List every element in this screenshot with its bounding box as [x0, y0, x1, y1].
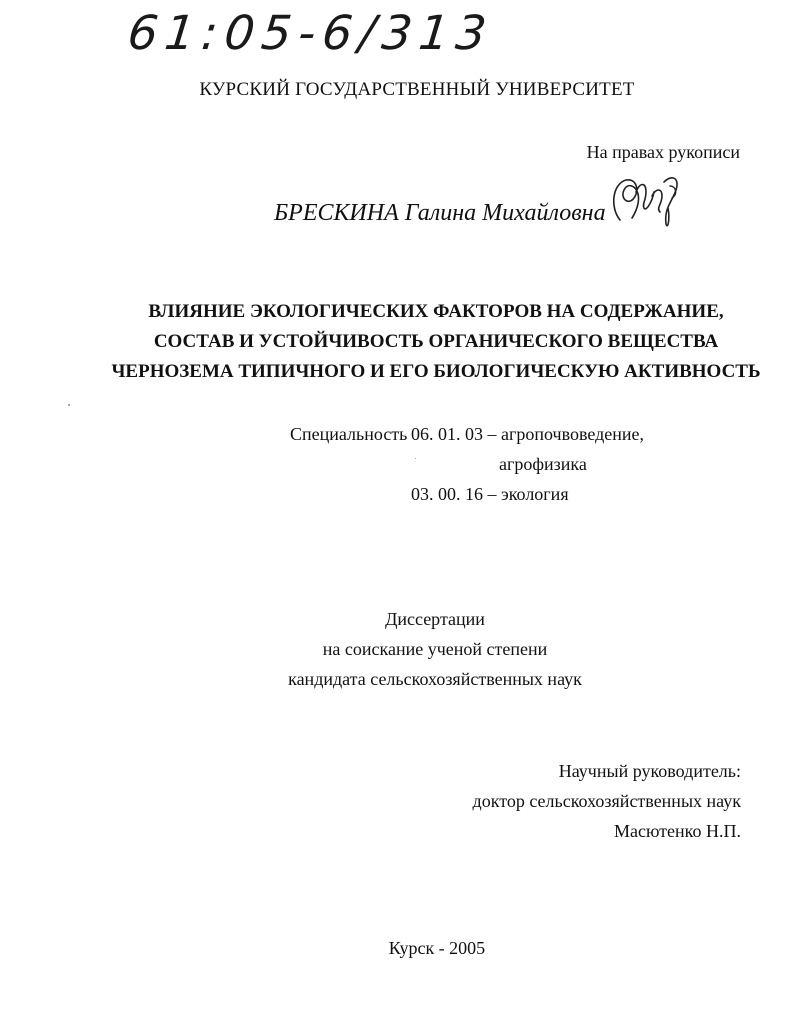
specialty-code-1: 06. 01. 03 – агропочвоведение,	[411, 424, 645, 444]
archive-code-handwritten: 61:05-6/313	[125, 6, 496, 61]
title-line: ВЛИЯНИЕ ЭКОЛОГИЧЕСКИХ ФАКТОРОВ НА СОДЕРЖАНИЕ,	[148, 301, 724, 322]
university-name: КУРСКИЙ ГОСУДАРСТВЕННЫЙ УНИВЕРСИТЕТ	[199, 79, 635, 100]
dissertation-line: Диссертации	[385, 609, 485, 629]
author-signature-icon	[606, 168, 686, 234]
specialty-code-1-continuation: агрофизика	[499, 454, 587, 474]
city-year: Курск - 2005	[388, 938, 486, 958]
rights-note: На правах рукописи	[586, 142, 740, 162]
dissertation-purpose	[0, 604, 798, 694]
title-line: ЧЕРНОЗЕМА ТИПИЧНОГО И ЕГО БИОЛОГИЧЕСКУЮ АКТИВНОСТЬ	[111, 361, 761, 382]
dissertation-title	[0, 297, 798, 387]
dissertation-line: кандидата сельскохозяйственных наук	[288, 669, 582, 689]
scan-speck	[68, 404, 70, 406]
scientific-advisor	[473, 756, 741, 846]
scan-speck	[415, 458, 416, 459]
dissertation-line: на соискание ученой степени	[322, 639, 548, 659]
advisor-line: доктор сельскохозяйственных наук	[472, 791, 741, 811]
specialty-code-2: 03. 00. 16 – экология	[411, 484, 569, 504]
specialty-label: Специальность	[290, 424, 408, 444]
advisor-line: Научный руководитель:	[558, 761, 741, 781]
title-line: СОСТАВ И УСТОЙЧИВОСТЬ ОРГАНИЧЕСКОГО ВЕЩЕСТВА	[153, 331, 719, 352]
advisor-line: Масютенко Н.П.	[613, 821, 741, 841]
author-name: БРЕСКИНА Галина Михайловна	[274, 200, 606, 226]
